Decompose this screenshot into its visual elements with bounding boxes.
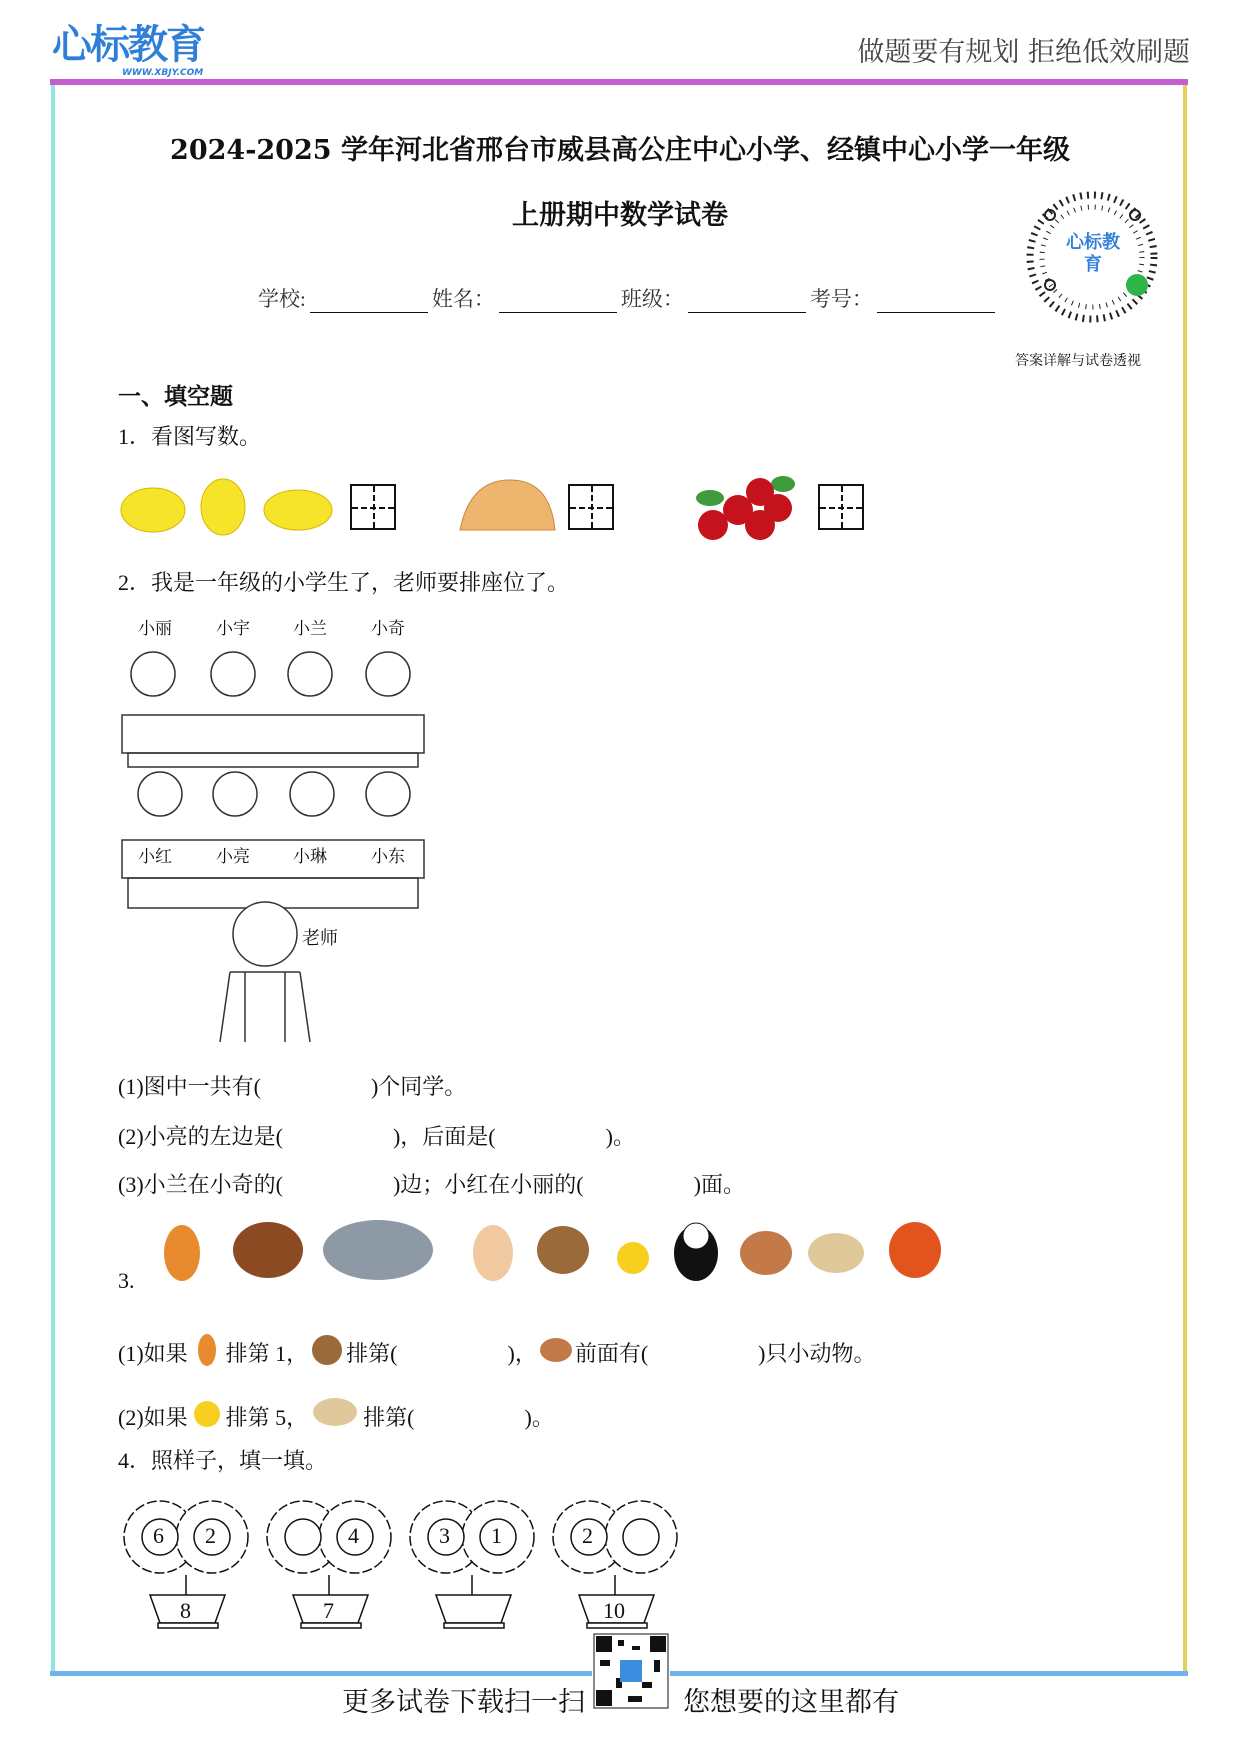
- logo-url: WWW.XBJY.COM: [122, 68, 204, 78]
- top-divider: [50, 79, 1188, 85]
- q1-text: 1．看图写数。: [118, 424, 262, 449]
- q3-sub2: (2)如果 排第 5， 排第( )。: [118, 1392, 554, 1432]
- flower-right-number[interactable]: 4: [348, 1523, 359, 1548]
- chick-icon: [188, 1392, 226, 1432]
- flower-left-number[interactable]: 6: [153, 1523, 164, 1548]
- section-heading: 一、填空题: [118, 383, 233, 410]
- slogan: 做题要有规划 拒绝低效刷题: [857, 37, 1190, 68]
- answer-box-chicks[interactable]: [350, 484, 396, 530]
- student-name-front: 小亮: [216, 847, 250, 866]
- flower-pot-3: [406, 1495, 541, 1635]
- class-label: 班级：: [620, 287, 684, 311]
- flower-left-number[interactable]: 2: [582, 1523, 593, 1548]
- student-name-front: 小琳: [293, 847, 327, 866]
- student-name-front: 小红: [138, 847, 172, 866]
- student-name-back: 小奇: [371, 619, 405, 638]
- name-field[interactable]: [499, 290, 617, 313]
- q2-sub1: (1)图中一共有( )个同学。: [118, 1074, 467, 1099]
- flower-pots: [120, 1495, 690, 1630]
- dog-icon: [308, 1392, 363, 1432]
- mini-program-qr[interactable]: [1025, 190, 1160, 325]
- title-line1: 2024-2025 学年河北省邢台市威县高公庄中心小学、经镇中心小学一年级: [170, 135, 1070, 166]
- footer-qr-code[interactable]: [592, 1632, 670, 1714]
- flower-right-number[interactable]: 2: [205, 1523, 216, 1548]
- flower-pot-4: [549, 1495, 684, 1635]
- school-label: 学校:: [258, 287, 306, 311]
- qr-logo: 心标教育: [1066, 232, 1120, 275]
- right-border: [1183, 85, 1187, 1675]
- q4-text: 4．照样子，填一填。: [118, 1448, 328, 1473]
- brand-logo: [52, 24, 204, 82]
- title-line2: 上册期中数学试卷: [512, 200, 728, 231]
- name-label: 姓名：: [431, 287, 495, 311]
- flower-left-number[interactable]: 3: [439, 1523, 450, 1548]
- exam-no-field[interactable]: [877, 290, 995, 313]
- monkey-icon: [308, 1328, 346, 1368]
- student-name-back: 小兰: [293, 619, 327, 638]
- classroom-seating-image: [120, 612, 430, 1047]
- left-border: [51, 85, 55, 1675]
- flower-pot-1: [120, 1495, 255, 1635]
- logo-text: 心标教育: [52, 22, 204, 68]
- q2-sub2: (2)小亮的左边是( )，后面是( )。: [118, 1124, 635, 1149]
- student-name-front: 小东: [371, 847, 405, 866]
- pot-number[interactable]: 8: [180, 1598, 191, 1623]
- class-field[interactable]: [688, 290, 806, 313]
- answer-box-croissant[interactable]: [568, 484, 614, 530]
- school-field[interactable]: [310, 290, 428, 313]
- pot-number[interactable]: 7: [323, 1598, 334, 1623]
- kangaroo-icon: [537, 1328, 575, 1368]
- pot-number[interactable]: 10: [603, 1598, 625, 1623]
- croissant-image: [455, 475, 560, 535]
- teacher-label: 老师: [302, 928, 338, 948]
- cherries-image: [688, 470, 803, 545]
- exam-no-label: 考号：: [809, 287, 873, 311]
- q3-number: 3.: [118, 1268, 135, 1293]
- flower-right-number[interactable]: 1: [491, 1523, 502, 1548]
- flower-pot-2: [263, 1495, 398, 1635]
- footer-left-text: 更多试卷下载扫一扫: [342, 1687, 585, 1718]
- footer-right-text: 您想要的这里都有: [683, 1687, 899, 1718]
- student-info: [258, 283, 999, 313]
- q3-sub1: (1)如果 排第 1， 排第( )， 前面有( )只小动物。: [118, 1328, 875, 1368]
- student-name-back: 小宇: [216, 619, 250, 638]
- animals-row-image: [150, 1208, 950, 1288]
- deer-icon: [188, 1328, 226, 1368]
- chicks-image: [118, 472, 338, 547]
- qr-caption: 答案详解与试卷透视: [1015, 353, 1141, 369]
- q2-sub3: (3)小兰在小奇的( )边；小红在小丽的( )面。: [118, 1172, 745, 1197]
- student-name-back: 小丽: [138, 619, 172, 638]
- q2-text: 2．我是一年级的小学生了，老师要排座位了。: [118, 570, 570, 595]
- answer-box-cherries[interactable]: [818, 484, 864, 530]
